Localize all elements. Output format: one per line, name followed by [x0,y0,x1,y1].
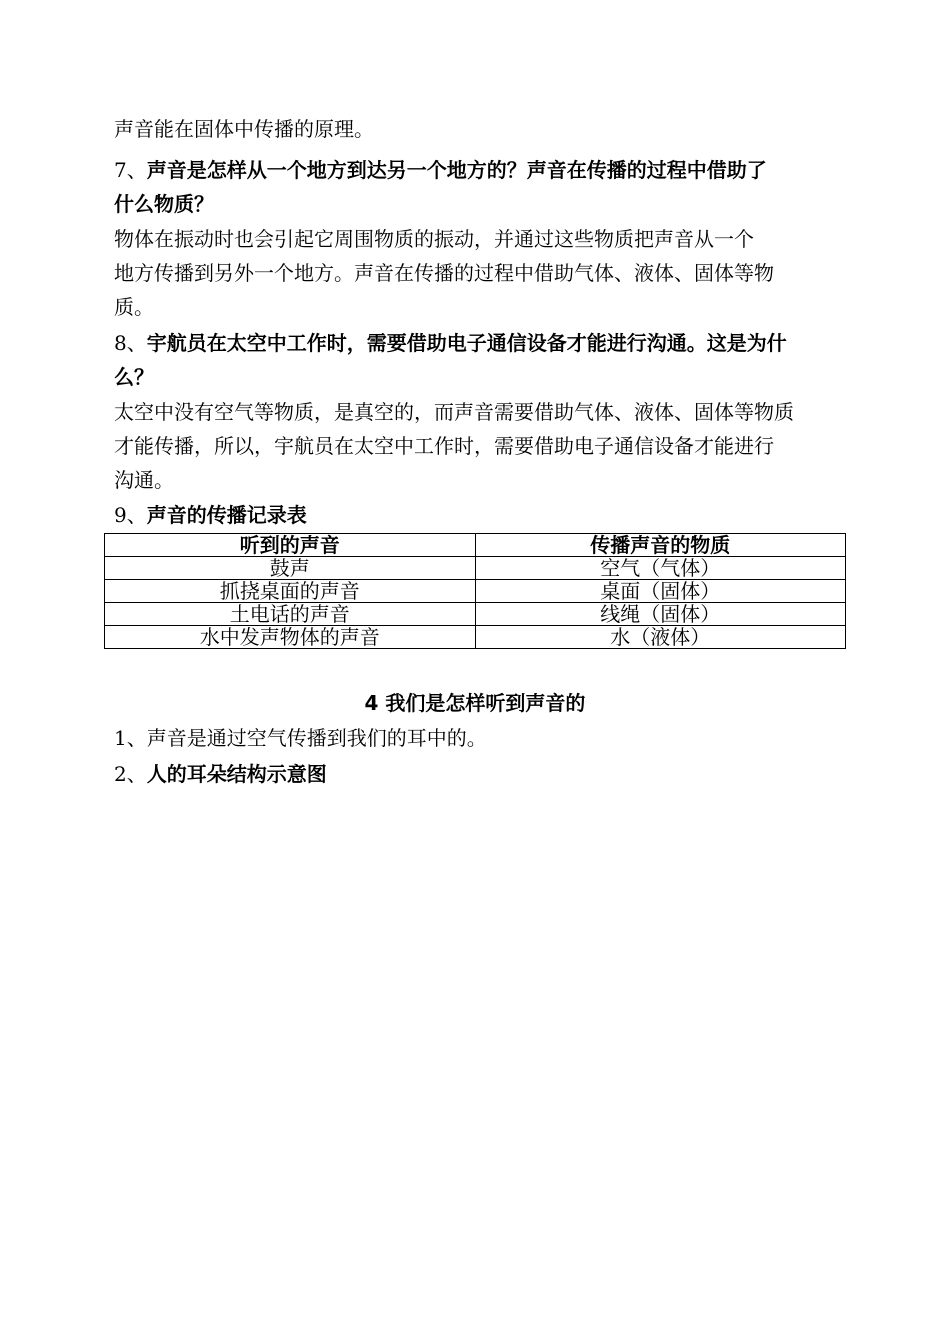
table-cell: 土电话的声音 [105,603,476,626]
answer-8-line2: 才能传播，所以，宇航员在太空中工作时，需要借助电子通信设备才能进行 [114,434,774,458]
ear-structure-diagram-caption: 人的耳朵结构示意图 [146,762,327,786]
question-9-title [114,498,844,532]
answer-8-line1: 太空中没有空气等物质，是真空的，而声音需要借助气体、液体、固体等物质 [114,400,794,424]
table-row [105,580,846,603]
table-cell: 水中发声物体的声音 [105,626,476,649]
column-header-medium: 传播声音的物质 [475,534,846,557]
answer-7-line2: 地方传播到另外一个地方。声音在传播的过程中借助气体、液体、固体等物 [114,261,774,285]
record-table-title: 声音的传播记录表 [146,503,307,527]
table-row [105,557,846,580]
answer-8-line3: 沟通。 [114,468,174,492]
question-8-text: 宇航员在太空中工作时，需要借助电子通信设备才能进行沟通。这是为什 [146,331,787,355]
table-cell: 水（液体） [475,626,846,649]
question-7-line1 [114,153,844,187]
table-cell: 鼓声 [105,557,476,580]
section-4-title: 4 我们是怎样听到声音的 [364,691,586,715]
paragraph-p0: 声音能在固体中传播的原理。 [114,117,374,141]
question-8-number: 8、 [114,331,147,355]
column-header-heard-sound: 听到的声音 [105,534,476,557]
section-4-item-2-number: 2、 [114,762,147,786]
table-row [105,603,846,626]
table-cell: 空气（气体） [475,557,846,580]
section-4-item-1: 1、声音是通过空气传播到我们的耳中的。 [114,726,487,750]
question-8-line2: 么？ [114,365,154,389]
table-cell: 线绳（固体） [475,603,846,626]
table-cell: 桌面（固体） [475,580,846,603]
table-row [105,626,846,649]
question-7-line2: 什么物质？ [114,192,214,216]
question-7-text: 声音是怎样从一个地方到达另一个地方的？声音在传播的过程中借助了 [146,158,767,182]
answer-7-line3: 质。 [114,295,154,319]
table-header-row [105,534,846,557]
table-cell: 抓挠桌面的声音 [105,580,476,603]
sound-propagation-table [104,533,846,649]
section-4-item-2 [114,757,844,791]
question-9-number: 9、 [114,503,147,527]
question-7-number: 7、 [114,158,147,182]
answer-7-line1: 物体在振动时也会引起它周围物质的振动，并通过这些物质把声音从一个 [114,227,754,251]
question-8-line1 [114,326,844,360]
